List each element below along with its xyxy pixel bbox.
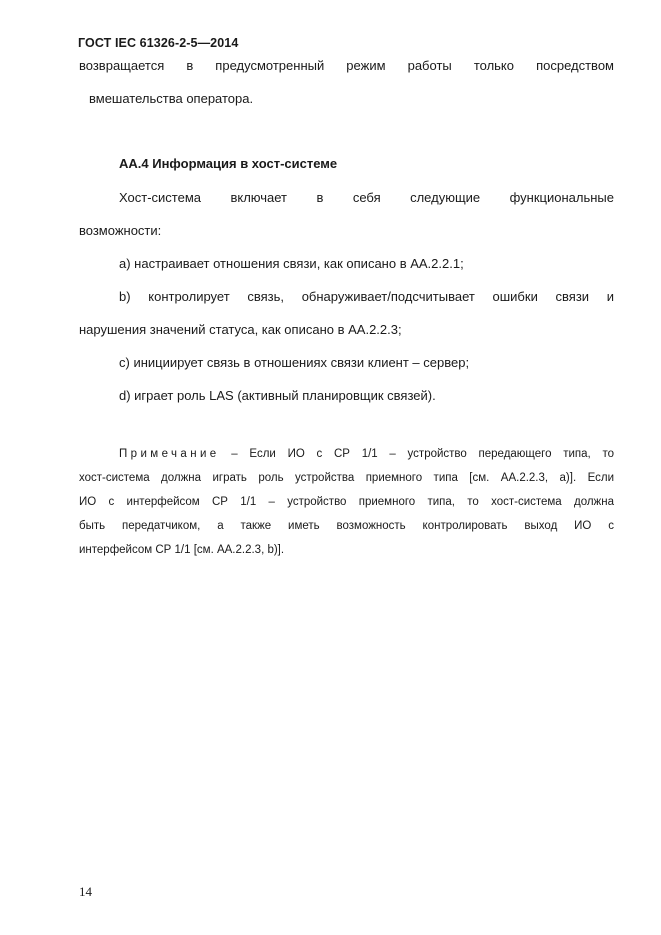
list-item-a: а) настраивает отношения связи, как описано в АА.2.2.1;	[119, 256, 464, 271]
note-line-1-text: – Если ИО с СР 1/1 – устройство передающего типа, то	[219, 448, 614, 460]
note-line-2: хост-система должна играть роль устройства приемного типа [см. АА.2.2.3, а)]. Если	[79, 472, 614, 484]
list-item-d: d) играет роль LAS (активный планировщик связей).	[119, 388, 436, 403]
list-item-c: с) инициирует связь в отношениях связи клиент – сервер;	[119, 355, 470, 370]
note-line-1	[79, 446, 614, 462]
note-label: Примечание	[119, 448, 220, 460]
standard-header: ГОСТ IEC 61326-2-5—2014	[78, 36, 239, 50]
list-item-b-line-2: нарушения значений статуса, как описано в АА.2.2.3;	[79, 322, 402, 337]
page-number: 14	[79, 884, 92, 899]
paragraph-1-line-2: вмешательства оператора.	[89, 91, 254, 106]
note-line-3: ИО с интерфейсом СР 1/1 – устройство приемного типа, то хост-система должна	[79, 496, 614, 508]
paragraph-2-line-2: возможности:	[79, 223, 162, 238]
section-heading: АА.4 Информация в хост-системе	[119, 156, 338, 171]
paragraph-2-line-1: Хост-система включает в себя следующие функциональные	[119, 190, 614, 205]
paragraph-1-line-1: возвращается в предусмотренный режим работы только посредством	[79, 58, 614, 73]
note-line-5: интерфейсом СР 1/1 [см. АА.2.2.3, b)].	[79, 544, 285, 556]
list-item-b-line-1: b) контролирует связь, обнаруживает/подсчитывает ошибки связи и	[119, 289, 614, 304]
note-line-4: быть передатчиком, а также иметь возможность контролировать выход ИО с	[79, 520, 614, 532]
